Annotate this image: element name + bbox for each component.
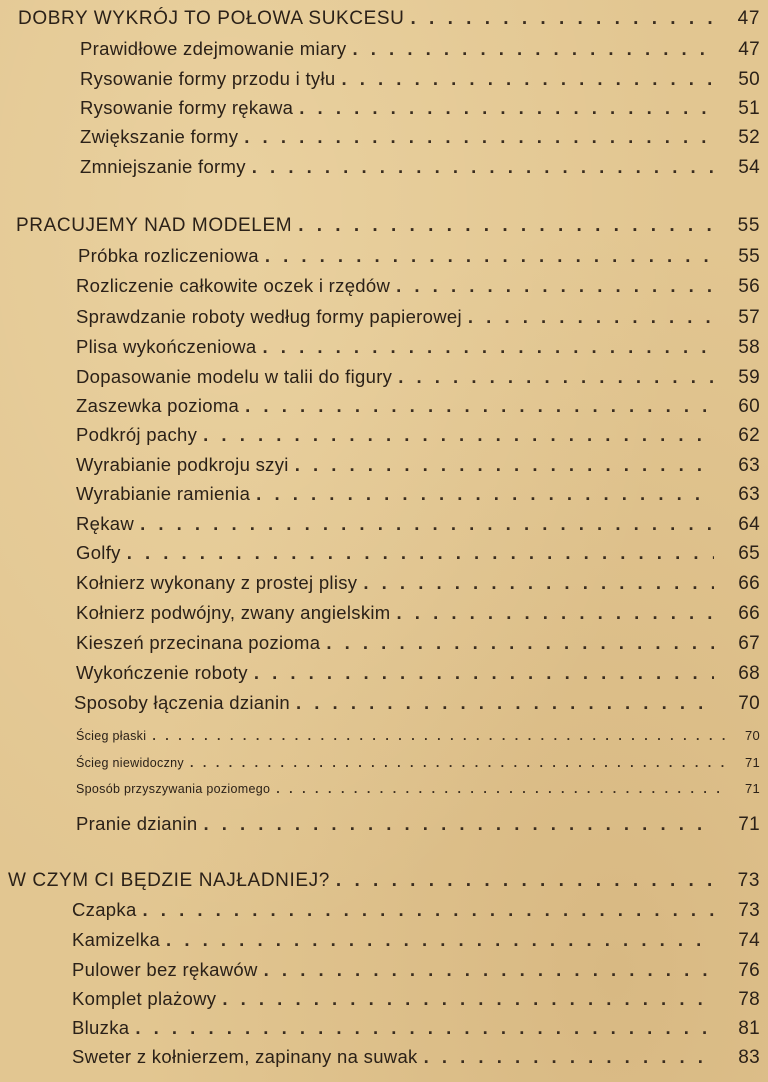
dot-leader bbox=[397, 602, 714, 624]
toc-entry bbox=[0, 245, 768, 268]
page-number: 67 bbox=[738, 633, 760, 654]
toc-entry bbox=[0, 572, 768, 595]
dot-leader bbox=[296, 692, 714, 714]
page-number: 63 bbox=[738, 484, 760, 505]
page-number: 78 bbox=[738, 989, 760, 1010]
entry-title: Rozliczenie całkowite oczek i rzędów bbox=[76, 275, 391, 296]
dot-leader bbox=[135, 1017, 714, 1039]
toc-section-heading bbox=[0, 870, 768, 892]
dot-leader bbox=[295, 454, 714, 476]
page-number: 66 bbox=[738, 603, 760, 624]
toc-entry bbox=[0, 602, 768, 625]
toc-entry bbox=[0, 156, 768, 179]
section-title: DOBRY WYKRÓJ TO POŁOWA SUKCESU bbox=[18, 8, 405, 29]
page-number: 58 bbox=[738, 337, 760, 358]
toc-entry bbox=[0, 813, 768, 836]
entry-title: Dopasowanie modelu w talii do figury bbox=[76, 366, 393, 387]
toc-section-heading bbox=[0, 8, 768, 30]
entry-title: Wyrabianie ramienia bbox=[76, 483, 251, 504]
page-number: 57 bbox=[738, 307, 760, 328]
entry-title: Pulower bez rękawów bbox=[72, 959, 258, 980]
page-number: 59 bbox=[738, 367, 760, 388]
toc-section-heading bbox=[0, 215, 768, 237]
entry-title: Kołnierz wykonany z prostej plisy bbox=[76, 572, 358, 593]
dot-leader bbox=[468, 306, 714, 328]
entry-title: Próbka rozliczeniowa bbox=[78, 245, 259, 266]
toc-entry bbox=[0, 483, 768, 506]
toc-entry bbox=[0, 632, 768, 655]
toc-entry bbox=[0, 336, 768, 359]
page-number: 47 bbox=[737, 8, 760, 29]
entry-title: Wykończenie roboty bbox=[76, 662, 248, 683]
toc-entry bbox=[0, 395, 768, 418]
dot-leader bbox=[190, 756, 726, 770]
dot-leader bbox=[341, 68, 714, 90]
entry-title: Rysowanie formy rękawa bbox=[80, 97, 294, 118]
entry-title: Kieszeń przecinana pozioma bbox=[76, 632, 321, 653]
entry-title: Rękaw bbox=[76, 513, 135, 534]
page-number: 83 bbox=[738, 1047, 760, 1068]
toc-entry bbox=[0, 275, 768, 298]
toc-entry bbox=[0, 1017, 768, 1040]
page-number: 73 bbox=[737, 870, 760, 891]
page-number: 81 bbox=[738, 1018, 760, 1039]
section-title: PRACUJEMY NAD MODELEM bbox=[16, 215, 293, 236]
page-number: 71 bbox=[738, 814, 760, 835]
page-number: 63 bbox=[738, 455, 760, 476]
entry-title: Kamizelka bbox=[72, 929, 161, 950]
entry-title: Bluzka bbox=[72, 1017, 130, 1038]
page-number: 47 bbox=[738, 39, 760, 60]
page-number: 62 bbox=[738, 425, 760, 446]
page-number: 54 bbox=[738, 157, 760, 178]
dot-leader bbox=[396, 275, 714, 297]
dot-leader bbox=[245, 395, 714, 417]
toc-entry bbox=[0, 513, 768, 536]
page-number: 51 bbox=[738, 98, 760, 119]
page-number: 65 bbox=[738, 543, 760, 564]
dot-leader bbox=[363, 572, 714, 594]
entry-title: Sprawdzanie roboty według formy papierowej bbox=[76, 306, 462, 327]
toc-entry bbox=[0, 68, 768, 91]
entry-title: Ścieg płaski bbox=[76, 729, 147, 743]
dot-leader bbox=[265, 245, 714, 267]
page-number: 70 bbox=[738, 693, 760, 714]
section-title: W CZYM CI BĘDZIE NAJŁADNIEJ? bbox=[8, 870, 330, 891]
dot-leader bbox=[424, 1046, 714, 1068]
entry-title: Ścieg niewidoczny bbox=[76, 756, 184, 770]
dot-leader bbox=[244, 126, 714, 148]
dot-leader bbox=[166, 929, 714, 951]
entry-title: Sweter z kołnierzem, zapinany na suwak bbox=[72, 1046, 418, 1067]
page-number: 74 bbox=[738, 930, 760, 951]
page-number: 73 bbox=[738, 900, 760, 921]
dot-leader bbox=[222, 988, 714, 1010]
toc-entry bbox=[0, 424, 768, 447]
toc-entry bbox=[0, 38, 768, 61]
dot-leader bbox=[336, 870, 714, 892]
dot-leader bbox=[152, 729, 726, 743]
entry-title: Zaszewka pozioma bbox=[76, 395, 240, 416]
entry-title: Wyrabianie podkroju szyi bbox=[76, 454, 289, 475]
page-number: 56 bbox=[738, 276, 760, 297]
page-number: 71 bbox=[744, 755, 760, 770]
dot-leader bbox=[398, 366, 714, 388]
page-number: 55 bbox=[737, 215, 760, 236]
dot-leader bbox=[263, 336, 714, 358]
dot-leader bbox=[264, 959, 714, 981]
dot-leader bbox=[326, 632, 714, 654]
entry-title: Pranie dzianin bbox=[76, 813, 198, 834]
dot-leader bbox=[203, 813, 714, 835]
toc-entry bbox=[0, 126, 768, 149]
entry-title: Sposoby łączenia dzianin bbox=[74, 692, 290, 713]
page-number: 71 bbox=[744, 781, 760, 796]
dot-leader bbox=[140, 513, 714, 535]
toc-subentry bbox=[0, 755, 768, 770]
dot-leader bbox=[252, 156, 714, 178]
page-number: 52 bbox=[738, 127, 760, 148]
page-number: 68 bbox=[738, 663, 760, 684]
entry-title: Zmniejszanie formy bbox=[80, 156, 246, 177]
page-number: 76 bbox=[738, 960, 760, 981]
page-number: 50 bbox=[738, 69, 760, 90]
toc-entry bbox=[0, 662, 768, 685]
entry-title: Podkrój pachy bbox=[76, 424, 198, 445]
dot-leader bbox=[143, 899, 714, 921]
page-number: 64 bbox=[738, 514, 760, 535]
entry-title: Zwiększanie formy bbox=[80, 126, 239, 147]
dot-leader bbox=[299, 97, 714, 119]
entry-title: Komplet plażowy bbox=[72, 988, 217, 1009]
dot-leader bbox=[410, 8, 714, 30]
page-number: 60 bbox=[738, 396, 760, 417]
dot-leader bbox=[352, 38, 714, 60]
toc-entry bbox=[0, 306, 768, 329]
toc-entry bbox=[0, 542, 768, 565]
entry-title: Rysowanie formy przodu i tyłu bbox=[80, 68, 336, 89]
entry-title: Sposób przyszywania poziomego bbox=[76, 782, 271, 796]
toc-entry bbox=[0, 454, 768, 477]
toc-entry bbox=[0, 366, 768, 389]
toc-entry bbox=[0, 959, 768, 982]
toc-entry bbox=[0, 929, 768, 952]
dot-leader bbox=[203, 424, 714, 446]
dot-leader bbox=[254, 662, 714, 684]
toc-entry bbox=[0, 899, 768, 922]
dot-leader bbox=[256, 483, 714, 505]
dot-leader bbox=[276, 782, 726, 796]
dot-leader bbox=[127, 542, 714, 564]
toc-entry bbox=[0, 988, 768, 1011]
entry-title: Czapka bbox=[72, 899, 137, 920]
entry-title: Plisa wykończeniowa bbox=[76, 336, 257, 357]
toc-subentry bbox=[0, 781, 768, 796]
dot-leader bbox=[298, 215, 714, 237]
toc-subentry bbox=[0, 728, 768, 743]
entry-title: Prawidłowe zdejmowanie miary bbox=[80, 38, 347, 59]
entry-title: Golfy bbox=[76, 542, 121, 563]
page-number: 70 bbox=[744, 728, 760, 743]
toc-entry bbox=[0, 1046, 768, 1069]
toc-entry bbox=[0, 692, 768, 715]
page-number: 66 bbox=[738, 573, 760, 594]
entry-title: Kołnierz podwójny, zwany angielskim bbox=[76, 602, 391, 623]
page-number: 55 bbox=[738, 246, 760, 267]
toc-entry bbox=[0, 97, 768, 120]
